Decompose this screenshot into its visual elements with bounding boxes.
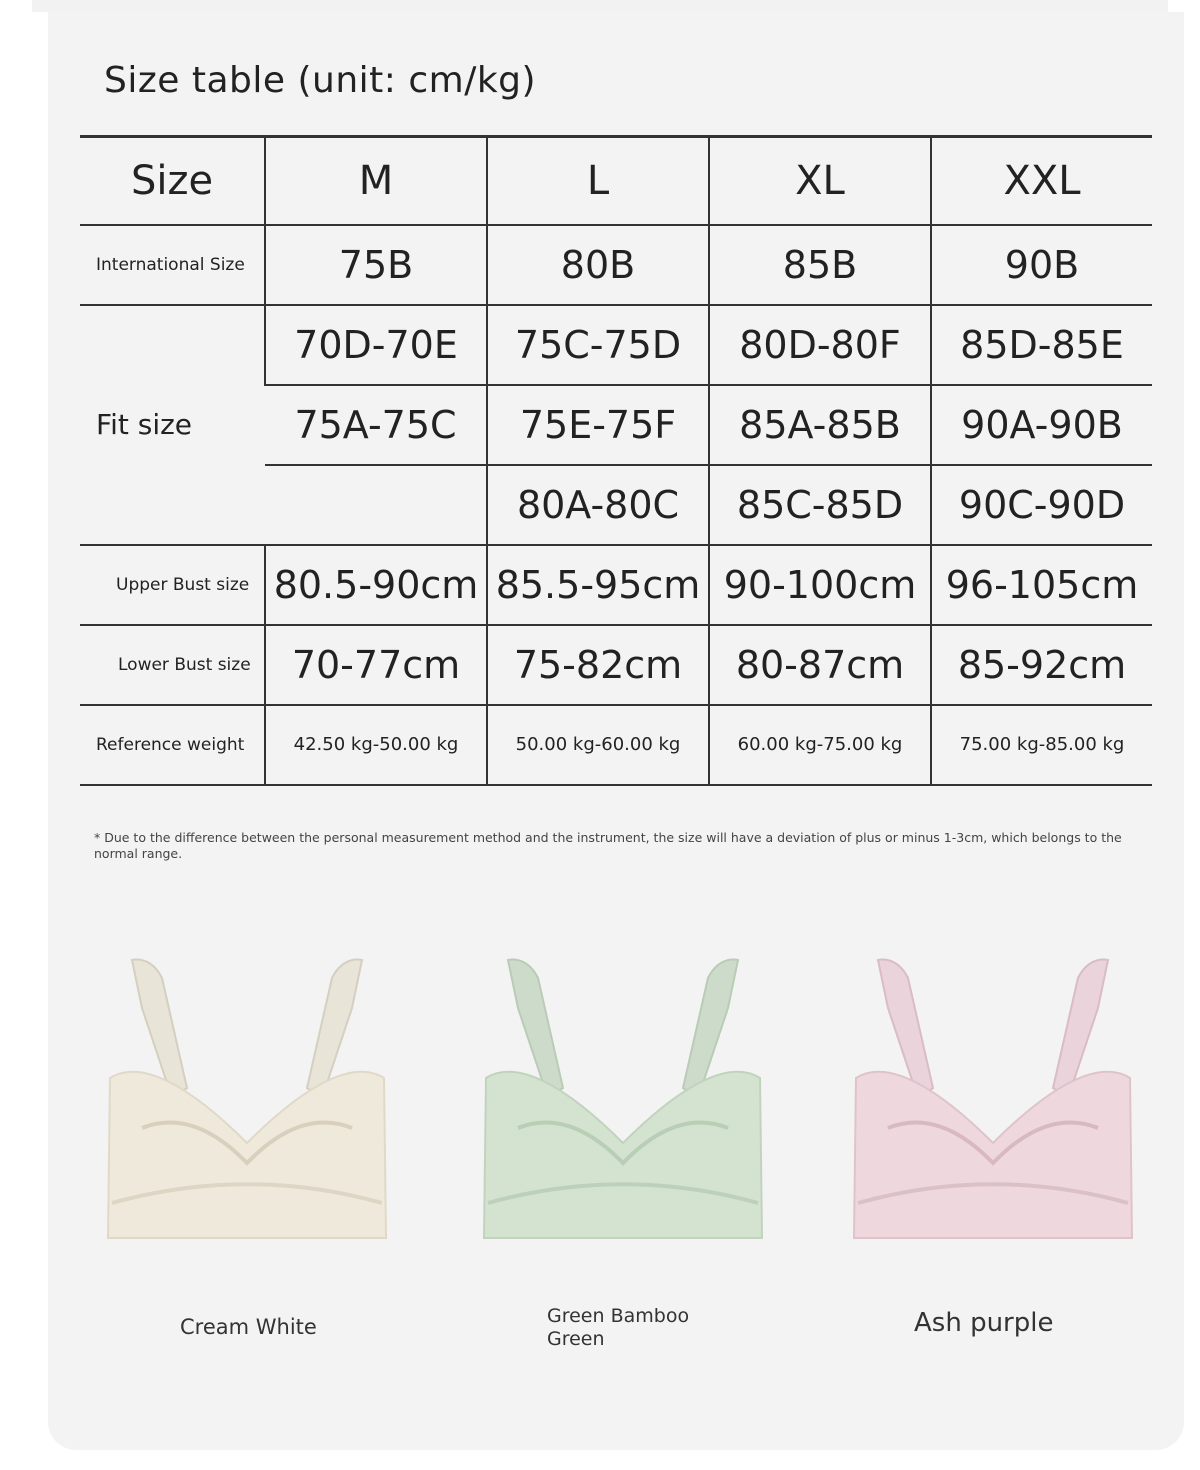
table-cell: 80A-80C <box>487 465 709 545</box>
table-cell <box>265 465 487 545</box>
product-image-green-bamboo <box>478 948 768 1248</box>
product-label-green-bamboo: Green Bamboo Green <box>547 1305 690 1350</box>
table-cell: 90C-90D <box>931 465 1152 545</box>
table-cell: 90B <box>931 225 1152 305</box>
table-cell: 42.50 kg-50.00 kg <box>265 705 487 785</box>
lower-bust-row <box>80 625 1152 705</box>
international-size-row <box>80 225 1152 305</box>
table-cell: 75A-75C <box>265 385 487 465</box>
header-cell-xxl: XXL <box>931 137 1152 225</box>
table-cell: 85C-85D <box>709 465 931 545</box>
table-cell: 85B <box>709 225 931 305</box>
row-label-lower-bust: Lower Bust size <box>80 625 265 705</box>
table-cell: 90-100cm <box>709 545 931 625</box>
table-cell: 75.00 kg-85.00 kg <box>931 705 1152 785</box>
reference-weight-row <box>80 705 1152 785</box>
table-cell: 75C-75D <box>487 305 709 385</box>
header-cell-m: M <box>265 137 487 225</box>
page-title: Size table (unit: cm/kg) <box>104 60 537 101</box>
table-cell: 50.00 kg-60.00 kg <box>487 705 709 785</box>
table-cell: 85A-85B <box>709 385 931 465</box>
table-cell: 70D-70E <box>265 305 487 385</box>
table-cell: 80B <box>487 225 709 305</box>
size-table <box>80 135 1152 786</box>
table-cell: 75B <box>265 225 487 305</box>
product-image-ash-purple <box>848 948 1138 1248</box>
measurement-note: * Due to the difference between the personal measurement method and the instrument, the size will have a deviation of plus or minus 1-3cm, which belongs to the normal range. <box>94 830 1122 861</box>
product-label-ash-purple: Ash purple <box>914 1308 1054 1338</box>
product-label-cream-white: Cream White <box>180 1315 317 1339</box>
table-cell: 80D-80F <box>709 305 931 385</box>
table-cell: 60.00 kg-75.00 kg <box>709 705 931 785</box>
table-cell: 75-82cm <box>487 625 709 705</box>
upper-bust-row <box>80 545 1152 625</box>
fit-size-row <box>80 305 1152 385</box>
table-cell: 85D-85E <box>931 305 1152 385</box>
table-cell: 96-105cm <box>931 545 1152 625</box>
table-cell: 70-77cm <box>265 625 487 705</box>
table-cell: 80-87cm <box>709 625 931 705</box>
product-image-cream-white <box>102 948 392 1248</box>
row-label-reference-weight: Reference weight <box>80 705 265 785</box>
bra-illustration <box>854 960 1132 1238</box>
bra-illustration <box>108 960 386 1238</box>
table-cell: 85-92cm <box>931 625 1152 705</box>
table-cell: 75E-75F <box>487 385 709 465</box>
top-strip <box>32 0 1168 12</box>
row-label-fit-size: Fit size <box>80 305 265 545</box>
row-label-international-size: International Size <box>80 225 265 305</box>
table-cell: 85.5-95cm <box>487 545 709 625</box>
table-cell: 80.5-90cm <box>265 545 487 625</box>
header-row <box>80 137 1152 225</box>
row-label-upper-bust: Upper Bust size <box>80 545 265 625</box>
header-cell-size: Size <box>80 137 265 225</box>
table-cell: 90A-90B <box>931 385 1152 465</box>
bra-illustration <box>484 960 762 1238</box>
header-cell-xl: XL <box>709 137 931 225</box>
header-cell-l: L <box>487 137 709 225</box>
